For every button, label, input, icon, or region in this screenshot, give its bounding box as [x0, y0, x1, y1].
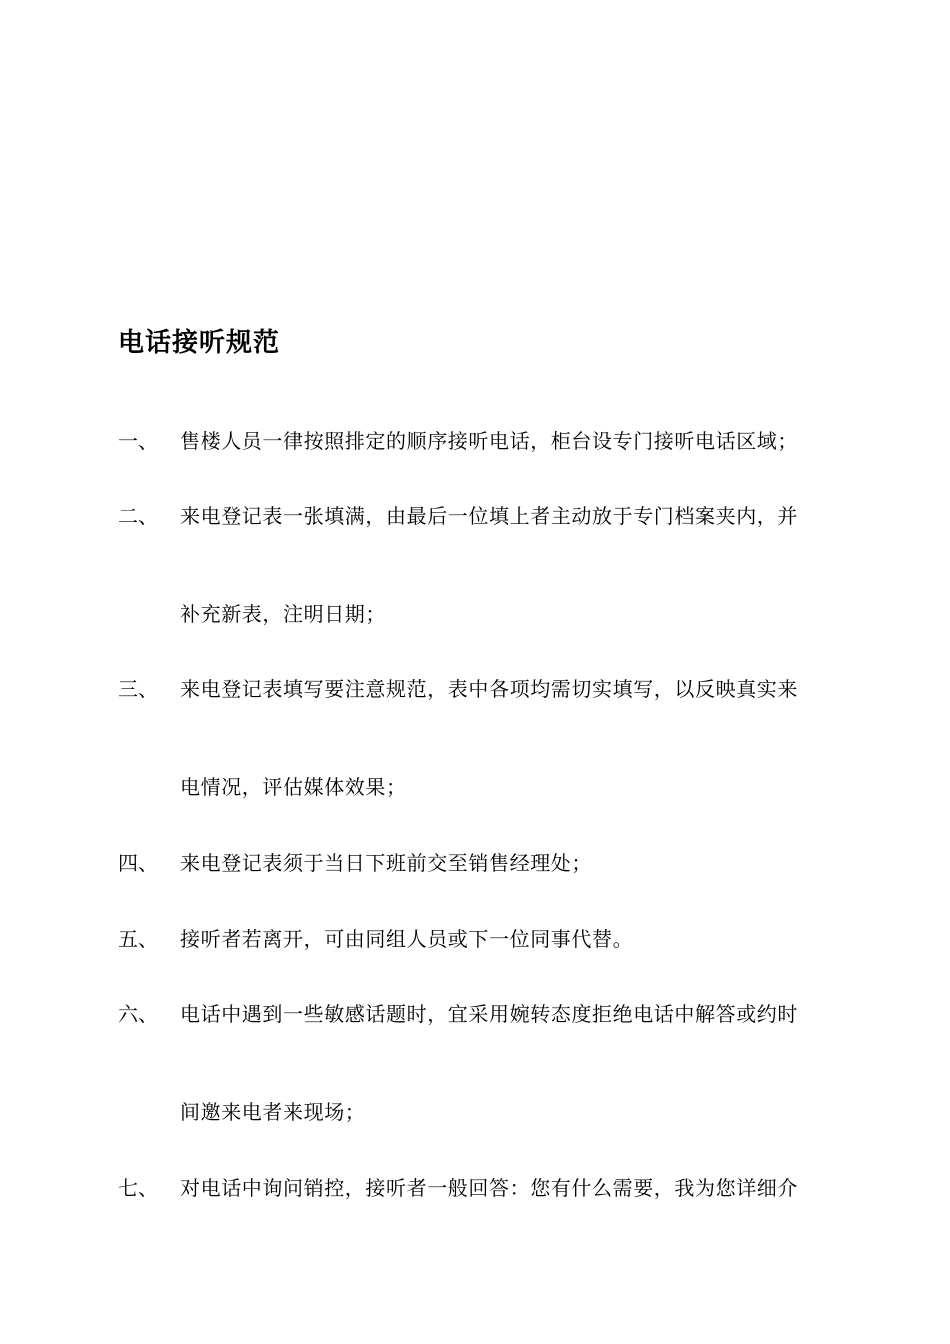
- item-number: 一、: [118, 429, 158, 453]
- item-number: 五、: [118, 927, 158, 951]
- item-number: 六、: [118, 1002, 158, 1026]
- item-text-line: 电情况，评估媒体效果；: [180, 775, 407, 799]
- item-number: 三、: [118, 677, 158, 701]
- item-text-line: 来电登记表填写要注意规范，表中各项均需切实填写，以反映真实来: [180, 677, 798, 701]
- item-number: 七、: [118, 1176, 158, 1200]
- item-text-line: 补充新表，注明日期；: [180, 602, 386, 626]
- item-text-line: 来电登记表须于当日下班前交至销售经理处；: [180, 851, 592, 875]
- item-text-line: 间邀来电者来现场；: [180, 1100, 366, 1124]
- item-text-line: 来电登记表一张填满，由最后一位填上者主动放于专门档案夹内，并: [180, 504, 798, 528]
- item-text-line: 对电话中询问销控，接听者一般回答：您有什么需要，我为您详细介: [180, 1176, 798, 1200]
- item-number: 四、: [118, 851, 158, 875]
- item-number: 二、: [118, 504, 158, 528]
- item-text-line: 电话中遇到一些敏感话题时，宜采用婉转态度拒绝电话中解答或约时: [180, 1002, 798, 1026]
- item-text-line: 接听者若离开，可由同组人员或下一位同事代替。: [180, 927, 634, 951]
- item-text-line: 售楼人员一律按照排定的顺序接听电话，柜台设专门接听电话区域；: [180, 429, 798, 453]
- document-title: 电话接听规范: [118, 328, 281, 358]
